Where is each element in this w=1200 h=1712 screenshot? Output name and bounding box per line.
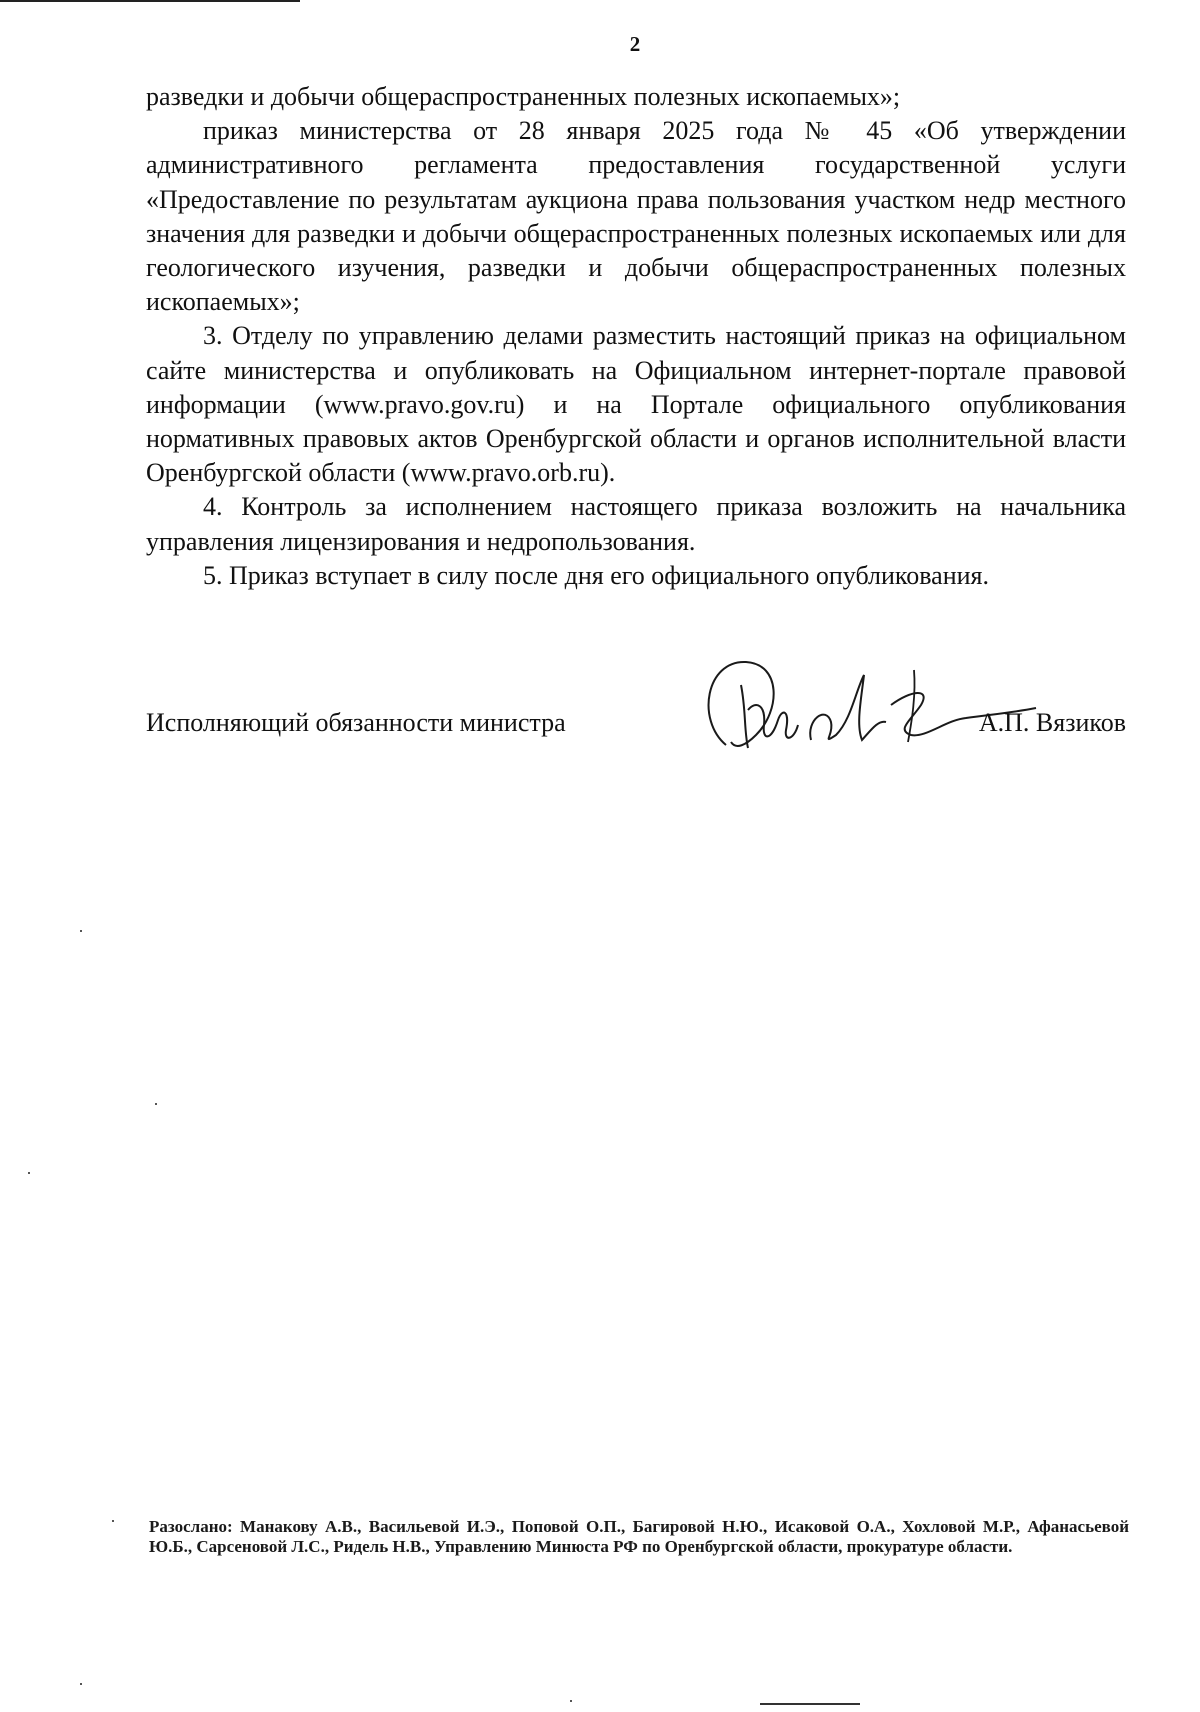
scan-speck [80, 930, 82, 932]
scan-speck [570, 1700, 572, 1702]
paragraph-continuation: разведки и добычи общераспространенных полезных ископаемых»; [146, 82, 901, 111]
paragraph-order-reference: приказ министерства от 28 января 2025 года № 45 «Об утверждении административного регламента предоставления государственной услуги «Предоставление по результатам аукциона права пользования участком недр местного значения для разведки и добычи общераспространенных полезных ископаемых или для геологического изучения, разведки и добычи общераспространенных полезных ископаемых»; [146, 116, 1126, 317]
distribution-list: Разослано: Манакову А.В., Васильевой И.Э., Поповой О.П., Багировой Н.Ю., Исаковой О.А., Хохловой М.Р., Афанасьевой Ю.Б., Сарсеновой Л.С., Ридель Н.В., Управлению Минюста РФ по Оренбургской области, прокуратуре области. [149, 1517, 1129, 1556]
top-rule [0, 0, 300, 2]
signer-position: Исполняющий обязанности министра [146, 708, 566, 737]
paragraph-item-5: 5. Приказ вступает в силу после дня его официального опубликования. [203, 560, 989, 590]
scan-speck [155, 1103, 157, 1105]
signer-name: А.П. Вязиков [978, 708, 1126, 737]
handwritten-signature [686, 650, 1106, 760]
paragraph-item-3: 3. Отделу по управлению делами разместить настоящий приказ на официальном сайте министерства и опубликовать на Официальном интернет-портале правовой информации (www.pravo.gov.ru) и на Портале официального опубликования нормативных правовых актов Оренбургской области и органов исполнительной власти Оренбургской области (www.pravo.orb.ru). [146, 321, 1126, 488]
signature-block [146, 700, 1126, 740]
document-body [146, 80, 1126, 593]
scan-speck [80, 1683, 82, 1685]
scan-speck [112, 1520, 114, 1522]
bottom-scan-mark [760, 1703, 860, 1705]
paragraph-item-4: 4. Контроль за исполнением настоящего приказа возложить на начальника управления лицензирования и недропользования. [146, 492, 1126, 556]
scan-speck [28, 1172, 30, 1174]
page-number: 2 [629, 32, 641, 56]
